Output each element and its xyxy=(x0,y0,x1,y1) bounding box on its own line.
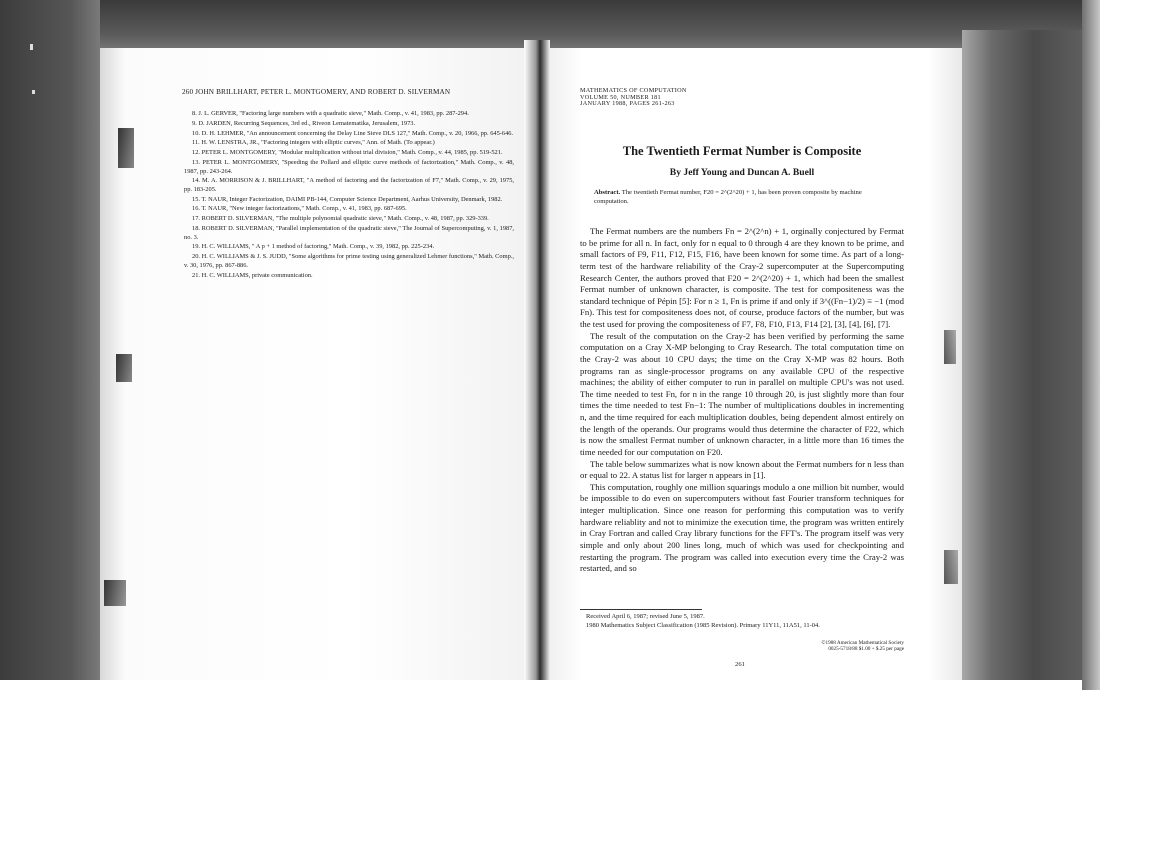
copyright-notice xyxy=(760,640,904,653)
footnote-rule xyxy=(580,609,702,610)
reference-item: 11. H. W. LENSTRA, JR., "Factoring integers with elliptic curves," Ann. of Math. (To appear.) xyxy=(192,139,435,147)
body-paragraph: The result of the computation on the Cray-2 has been verified by performing the same computation on a Cray X-MP belonging to Cray Research. The total computation time on the Cray-2 was about 10 CPU days; the time on the Cray X-MP was 82 hours. Both programs ran as single-processor programs on any available CPU of the respective machines; the ability of either computer to run in parallel on multiple CPU's was not used. The time needed to test Fn, for n in the range 10 through 20, is just slightly more than four times the time needed to test Fn−1: The number of multiplications doubles in incrementing n, and the time required for each multiplication doubles, being dependent almost entirely on the length of the operands. Our programs would thus determine the character of F22, which is now the smallest Fermat number of unknown character, in a little more than 16 times the time needed for our computation on F20. xyxy=(580,330,904,457)
running-head: 260 JOHN BRILLHART, PETER L. MONTGOMERY, AND ROBERT D. SILVERMAN xyxy=(182,88,451,96)
received-date: Received April 6, 1987; revised June 5, 1987. xyxy=(586,613,705,620)
book-spine xyxy=(524,40,550,680)
reference-item: 13. PETER L. MONTGOMERY, "Speeding the Pollard and elliptic curve methods of factorization," Math. Comp., v. 48, 1987, pp. 243-264. xyxy=(184,158,514,175)
scan-speck xyxy=(116,354,132,382)
reference-item: 21. H. C. WILLIAMS, private communication. xyxy=(192,271,313,279)
reference-item: 19. H. C. WILLIAMS, " A p + 1 method of factoring," Math. Comp., v. 39, 1982, pp. 225-234. xyxy=(192,243,435,251)
scan-speck xyxy=(104,580,126,606)
reference-list xyxy=(184,110,514,281)
abstract xyxy=(594,189,894,207)
copyright-line: ©1988 American Mathematical Society xyxy=(821,640,904,646)
reference-item: 8. J. L. GERVER, "Factoring large numbers with a quadratic sieve," Math. Comp., v. 41, 1983, pp. 287-294. xyxy=(192,110,469,117)
scan-speck xyxy=(32,90,35,94)
journal-name: MATHEMATICS OF COMPUTATION xyxy=(580,87,687,94)
reference-item: 17. ROBERT D. SILVERMAN, "The multiple polynomial quadratic sieve," Math. Comp., v. 48, 1987, pp. 329-339. xyxy=(192,215,489,223)
body-paragraph: The table below summarizes what is now known about the Fermat numbers for n less than or equal to 22. A status list for larger n appears in [1]. xyxy=(580,458,904,481)
article-body xyxy=(580,226,904,575)
journal-header xyxy=(580,88,687,108)
price-line: 0025-5718/88 $1.00 + $.25 per page xyxy=(828,646,904,653)
page-number: 261 xyxy=(735,661,745,668)
reference-item: 14. M. A. MORRISON & J. BRILLHART, "A method of factoring and the factorization of F7," Math. Comp., v. 29, 1975, pp. 183-205. xyxy=(184,177,514,193)
reference-item: 20. H. C. WILLIAMS & J. S. JUDD, "Some algorithms for prime testing using generalized Lehmer functions," Math. Comp., v. 30, 1976, pp. 867-886. xyxy=(184,253,514,269)
scan-speck xyxy=(944,550,958,584)
journal-date-pages: JANUARY 1988, PAGES 261-263 xyxy=(580,100,675,108)
abstract-label: Abstract. xyxy=(594,189,621,196)
scan-speck xyxy=(944,330,956,364)
scan-speck xyxy=(30,44,33,50)
scanner-shadow-left xyxy=(0,0,100,680)
journal-volume: VOLUME 50, NUMBER 181 xyxy=(580,93,661,101)
scan-speck xyxy=(118,128,134,168)
abstract-text: The twentieth Fermat number, F20 = 2^(2^20) + 1, has been proven composite by machine computation. xyxy=(594,189,862,205)
article-title: The Twentieth Fermat Number is Composite xyxy=(622,144,862,158)
reference-item: 12. PETER L. MONTGOMERY, "Modular multiplication without trial division," Math. Comp., v. 44, 1985, pp. 519-521. xyxy=(192,149,503,157)
subject-classification: 1980 Mathematics Subject Classification (1985 Revision). Primary 11Y11, 11A51, 11-04. xyxy=(586,622,820,629)
scanner-edge-right xyxy=(1082,0,1100,690)
reference-item: 16. T. NAUR, "New integer factorizations," Math. Comp., v. 41, 1983, pp. 687-695. xyxy=(192,205,407,213)
body-paragraph: The Fermat numbers are the numbers Fn = 2^(2^n) + 1, orginally conjectured by Fermat to be prime for all n. In fact, only for n equal to 0 through 4 are they known to be prime, and small factors of F9, F11, F12, F15, F16, have been known for some time. As part of a long-term test of the hardware reliability of the Cray-2 supercomputer at the Supercomputing Research Center, the authors proved that F20 = 2^(2^20) + 1, which had been the smallest Fermat number of unknown character, is composite. The test for compositeness was the standard technique of Pépin [5]: For n ≥ 1, Fn is prime if and only if 3^((Fn−1)/2) ≡ −1 (mod Fn). This test for compositeness does not, of course, produce factors of the number, but was the test used for proving the compositeness of F7, F8, F10, F13, F14 [2], [3], [4], [6], [7]. xyxy=(580,226,904,329)
reference-item: 18. ROBERT D. SILVERMAN, "Parallel implementation of the quadratic sieve," The Journal of Supercomputing, v. 1, 1987, no. 3. xyxy=(184,225,514,241)
reference-item: 15. T. NAUR, Integer Factorization, DAIMI PB-144, Computer Science Department, Aarhus University, Denmark, 1982. xyxy=(192,195,503,203)
footnotes xyxy=(586,612,906,630)
body-paragraph: This computation, roughly one million squarings modulo a one million bit number, would be impossible to do even on supercomputers without fast Fourier transform techniques for integer multiplication. Since one reason for performing this computation was to verify hardware reliablity and not to minimize the execution time, the program was written entirely in Cray Fortran and called Cray library functions for the FFT's. The program itself was very simple and only about 200 lines long, much of which was used for checkpointing and restarting the program. The program was called into execution every time the Cray-2 was restarted, and so xyxy=(580,481,904,574)
reference-item: 9. D. JARDEN, Recurring Sequences, 3rd ed., Riveon Lematematika, Jerusalem, 1973. xyxy=(192,119,416,127)
scanner-shadow-right xyxy=(962,30,1082,680)
article-authors: By Jeff Young and Duncan A. Buell xyxy=(669,167,815,178)
reference-item: 10. D. H. LEHMER, "An announcement concerning the Delay Line Sieve DLS 127," Math. Comp., v. 20, 1966, pp. 645-646. xyxy=(192,129,514,137)
